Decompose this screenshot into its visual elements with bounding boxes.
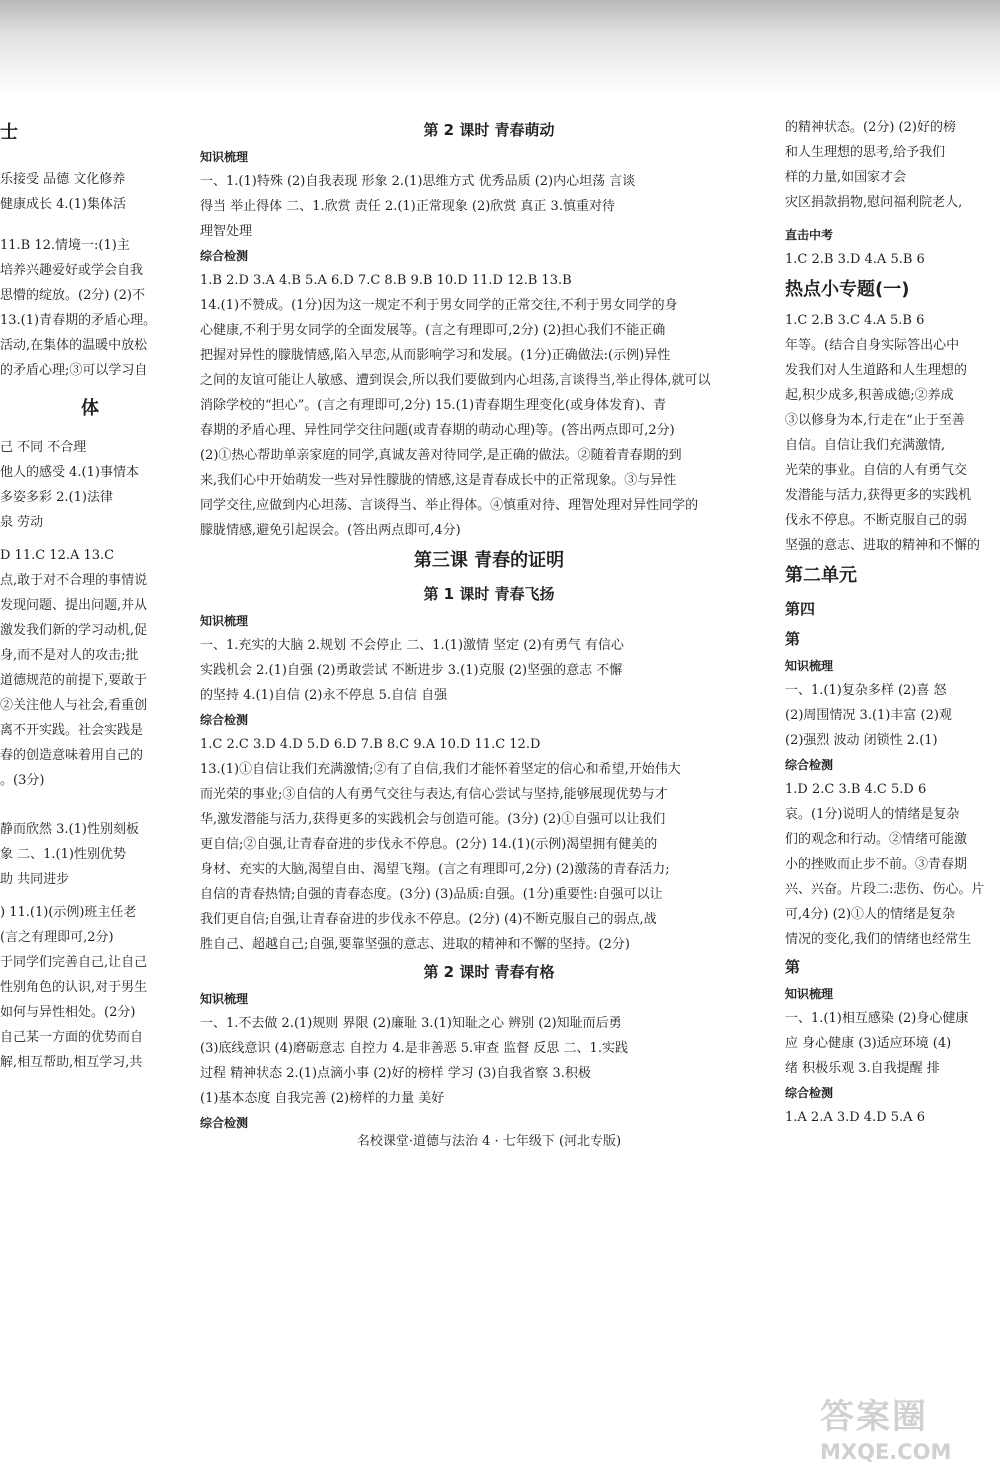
section-label: 知识梳理: [200, 150, 249, 164]
period-title: 第 2 课时 青春有格: [423, 963, 555, 981]
text-line: 过程 精神状态 2.(1)点滴小事 (2)好的榜样 学习 (3)自我省察 3.积极: [200, 1066, 591, 1081]
period-title: 第 1 课时 青春飞扬: [423, 585, 555, 603]
text-line: 而光荣的事业;③自信的人有勇气交往与表达,有信心尝试与坚持,能够展现优势与才: [200, 787, 668, 802]
text-line: 乐接受 品德 文化修养: [0, 172, 126, 187]
text-line: 自己某一方面的优势而自: [0, 1030, 144, 1045]
text-line: 兴、兴奋。片段二:悲伤、伤心。片: [785, 882, 985, 897]
text-line: 绪 积极乐观 3.自我提醒 排: [785, 1061, 940, 1076]
text-line: 一、1.不去做 2.(1)规则 界限 (2)廉耻 3.(1)知耻之心 辨别 (2)知耻而后勇: [200, 1016, 622, 1031]
right-column: [785, 115, 1000, 1130]
spacer: [0, 793, 180, 801]
text-line: 发我们对人生道路和人生理想的: [785, 363, 968, 378]
text-line: 的精神状态。(2分) (2)好的榜: [785, 120, 956, 135]
text-line: 13.(1)青春期的矛盾心理。: [0, 313, 157, 328]
text-line: 我们更自信;自强,让青春奋进的步伐永不停息。(2分) (4)不断克服自己的弱点,战: [200, 912, 657, 927]
text-line: 发潜能与活力,获得更多的实践机: [785, 488, 972, 503]
text-line: 应 身心健康 (3)适应环境 (4): [785, 1036, 952, 1051]
text-line: 样的力量,如国家才会: [785, 170, 907, 185]
text-line: 象 二、1.(1)性别优势: [0, 847, 126, 862]
section-label: 综合检测: [200, 713, 249, 727]
spacer: [0, 809, 180, 817]
text-line: 哀。(1分)说明人的情绪是复杂: [785, 807, 960, 822]
watermark: [820, 1395, 1000, 1471]
spacer: [785, 215, 1000, 223]
spacer: [0, 217, 180, 225]
text-line: 健康成长 4.(1)集体活: [0, 197, 126, 212]
text-line: 1.C 2.B 3.D 4.A 5.B 6: [785, 252, 925, 267]
spacer: [0, 151, 180, 159]
text-line: 同学交往,应做到内心坦荡、言谈得当、举止得体。④慎重对待、理智处理对异性同学的: [200, 498, 699, 513]
text-line: 可,4分) (2)①人的情绪是复杂: [785, 907, 956, 922]
text-line: (3)底线意识 (4)磨砺意志 自控力 4.是非善恶 5.审查 监督 反思 二、1.实践: [200, 1041, 628, 1056]
text-line: 培养兴趣爱好或学会自我: [0, 263, 144, 278]
text-line: 胜自己、超越自己;自强,要靠坚强的意志、进取的精神和不懈的坚持。(2分): [200, 937, 630, 952]
text-line: 思懵的绽放。(2分) (2)不: [0, 288, 145, 303]
text-line: 1.B 2.D 3.A 4.B 5.A 6.D 7.C 8.B 9.B 10.D 11.D 12.B 13.B: [200, 273, 572, 288]
text-line: 来,我们心中开始萌发一些对异性朦胧的情感,这是青春成长中的正常现象。③与异性: [200, 473, 677, 488]
center-column: [200, 115, 778, 1130]
text-line: 道德规范的前提下,要敢于: [0, 673, 148, 688]
text-line: 一、1.(1)相互感染 (2)身心健康: [785, 1011, 969, 1026]
text-line: 多姿多彩 2.(1)法律: [0, 490, 113, 505]
text-line: 伐永不停息。不断克服自己的弱: [785, 513, 968, 528]
text-line: 灾区捐款捐物,慰问福利院老人,: [785, 195, 963, 210]
text-line: 得当 举止得体 二、1.欣赏 责任 2.(1)正常现象 (2)欣赏 真正 3.慎重对待: [200, 199, 615, 214]
text-line: 1.A 2.A 3.D 4.D 5.A 6: [785, 1110, 925, 1125]
section-label: 综合检测: [200, 249, 249, 263]
spacer: [0, 535, 180, 543]
text-line: 助 共同进步: [0, 872, 70, 887]
text-line: 之间的友谊可能让人敏感、遭到误会,所以我们要做到内心坦荡,言谈得当,举止得体,就可以: [200, 373, 711, 388]
text-line: 情况的变化,我们的情绪也经常生: [785, 932, 972, 947]
watermark-url: MXQE.COM: [820, 1440, 952, 1464]
text-line: 活动,在集体的温暖中放松: [0, 338, 148, 353]
text-line: 如何与异性相处。(2分): [0, 1005, 136, 1020]
text-line: 的坚持 4.(1)自信 (2)永不停息 5.自信 自强: [200, 688, 448, 703]
text-line: ) 11.(1)(示例)班主任老: [0, 905, 137, 920]
text-line: 起,积少成多,积善成德;②养成: [785, 388, 954, 403]
section-label: 知识梳理: [200, 992, 249, 1006]
section-label: 综合检测: [785, 1086, 834, 1100]
text-line: 静而欣然 3.(1)性别刻板: [0, 822, 139, 837]
spacer: [0, 159, 180, 167]
text-line: 发现问题、提出问题,并从: [0, 598, 148, 613]
section-label: 知识梳理: [200, 614, 249, 628]
lesson-title: 第三课 青春的证明: [413, 550, 565, 571]
text-line: ②关注他人与社会,看重创: [0, 698, 148, 713]
period-title: 第: [785, 630, 801, 648]
section-label: 综合检测: [785, 758, 834, 772]
text-line: (1)基本态度 自我完善 (2)榜样的力量 美好: [200, 1091, 445, 1106]
text-line: 13.(1)①自信让我们充满激情;②有了自信,我们才能怀着坚定的信心和希望,开始伟大: [200, 762, 681, 777]
watermark-logo: 答案圈: [820, 1397, 928, 1437]
unit-title: 热点小专题(一): [785, 279, 910, 300]
text-line: 心健康,不利于男女同学的全面发展等。(言之有理即可,2分) (2)担心我们不能正确: [200, 323, 666, 338]
text-line: 坚强的意志、进取的精神和不懈的: [785, 538, 981, 553]
text-line: 自信的青春热情;自强的青春态度。(3分) (3)品质:自强。(1分)重要性:自强可以让: [200, 887, 663, 902]
period-title: 第四: [785, 600, 816, 618]
text-line: 一、1.(1)复杂多样 (2)喜 怒: [785, 683, 947, 698]
lesson-title: 体: [81, 398, 99, 419]
section-label: 知识梳理: [785, 987, 834, 1001]
heading-fragment: 士: [0, 122, 18, 143]
text-line: 理智处理: [200, 224, 253, 239]
text-line: (2)强烈 波动 闭锁性 2.(1): [785, 733, 938, 748]
text-line: 点,敢于对不合理的事情说: [0, 573, 148, 588]
text-line: 一、1.(1)特殊 (2)自我表现 形象 2.(1)思维方式 优秀品质 (2)内心坦荡 言谈: [200, 174, 636, 189]
text-line: 春期的矛盾心理、异性同学交往问题(或青春期的萌动心理)等。(答出两点即可,2分): [200, 423, 675, 438]
text-line: 1.C 2.B 3.C 4.A 5.B 6: [785, 313, 925, 328]
period-title: 第 2 课时 青春萌动: [423, 121, 555, 139]
text-line: 们的观念和行动。②情绪可能激: [785, 832, 968, 847]
text-line: D 11.C 12.A 13.C: [0, 548, 115, 563]
text-line: 春的创造意味着用自己的: [0, 748, 144, 763]
left-column: [0, 115, 180, 1125]
text-line: 激发我们新的学习动机,促: [0, 623, 148, 638]
unit-title: 第二单元: [785, 565, 857, 586]
spacer: [0, 801, 180, 809]
text-line: 华,激发潜能与活力,获得更多的实践机会与创造可能。(3分) (2)①自强可以让我们: [200, 812, 666, 827]
text-line: 实践机会 2.(1)自强 (2)勇敢尝试 不断进步 3.(1)克服 (2)坚强的意志 不懈: [200, 663, 623, 678]
text-line: 和人生理想的思考,给予我们: [785, 145, 946, 160]
text-line: 身材、充实的大脑,渴望自由、渴望飞翔。(言之有理即可,2分) (2)激荡的青春活力;: [200, 862, 670, 877]
section-label: 直击中考: [785, 228, 834, 242]
spacer: [0, 383, 180, 391]
text-line: 他人的感受 4.(1)事情本: [0, 465, 139, 480]
text-line: (2)周围情况 3.(1)丰富 (2)观: [785, 708, 952, 723]
scan-shadow: [0, 0, 1000, 95]
section-label: 知识梳理: [785, 659, 834, 673]
text-line: 1.C 2.C 3.D 4.D 5.D 6.D 7.B 8.C 9.A 10.D 11.C 12.D: [200, 737, 541, 752]
text-line: 一、1.充实的大脑 2.规划 不会停止 二、1.(1)激情 坚定 (2)有勇气 有信心: [200, 638, 624, 653]
text-line: 年等。(结合自身实际答出心中: [785, 338, 960, 353]
text-line: 自信。自信让我们充满激情,: [785, 438, 946, 453]
text-line: 小的挫败而止步不前。③青春期: [785, 857, 968, 872]
text-line: 解,相互帮助,相互学习,共: [0, 1055, 143, 1070]
section-label: 综合检测: [200, 1116, 249, 1130]
text-line: 11.B 12.情境一:(1)主: [0, 238, 130, 253]
spacer: [0, 427, 180, 435]
text-line: ③以修身为本,行走在“止于至善: [785, 413, 965, 428]
text-line: 更自信;②自强,让青春奋进的步伐永不停息。(2分) 14.(1)(示例)渴望拥有健美的: [200, 837, 658, 852]
spacer: [0, 892, 180, 900]
text-line: 己 不同 不合理: [0, 440, 87, 455]
text-line: 14.(1)不赞成。(1分)因为这一规定不利于男女同学的正常交往,不利于男女同学的身: [200, 298, 678, 313]
text-line: 把握对异性的朦胧情感,陷入早恋,从而影响学习和发展。(1分)正确做法:(示例)异性: [200, 348, 671, 363]
text-line: 性别角色的认识,对于男生: [0, 980, 148, 995]
text-line: 身,而不是对人的攻击;批: [0, 648, 139, 663]
text-line: (言之有理即可,2分): [0, 930, 114, 945]
text-line: (2)①热心帮助单亲家庭的同学,真诚友善对待同学,是正确的做法。②随着青春期的到: [200, 448, 682, 463]
text-line: 泉 劳动: [0, 515, 44, 530]
text-line: 消除学校的“担心”。(言之有理即可,2分) 15.(1)青春期生理变化(或身体发育)、青: [200, 398, 667, 413]
text-line: 的矛盾心理;③可以学习自: [0, 363, 148, 378]
text-line: 离不开实践。社会实践是: [0, 723, 144, 738]
text-line: 光荣的事业。自信的人有勇气交: [785, 463, 968, 478]
page-footer: 名校课堂·道德与法治 4 · 七年级下 (河北专版): [356, 1134, 622, 1149]
text-line: 1.D 2.C 3.B 4.C 5.D 6: [785, 782, 927, 797]
text-line: 朦胧情感,避免引起误会。(答出两点即可,4分): [200, 523, 461, 538]
text-line: 于同学们完善自己,让自己: [0, 955, 148, 970]
spacer: [0, 225, 180, 233]
text-line: 。(3分): [0, 773, 45, 788]
period-title: 第: [785, 958, 801, 976]
